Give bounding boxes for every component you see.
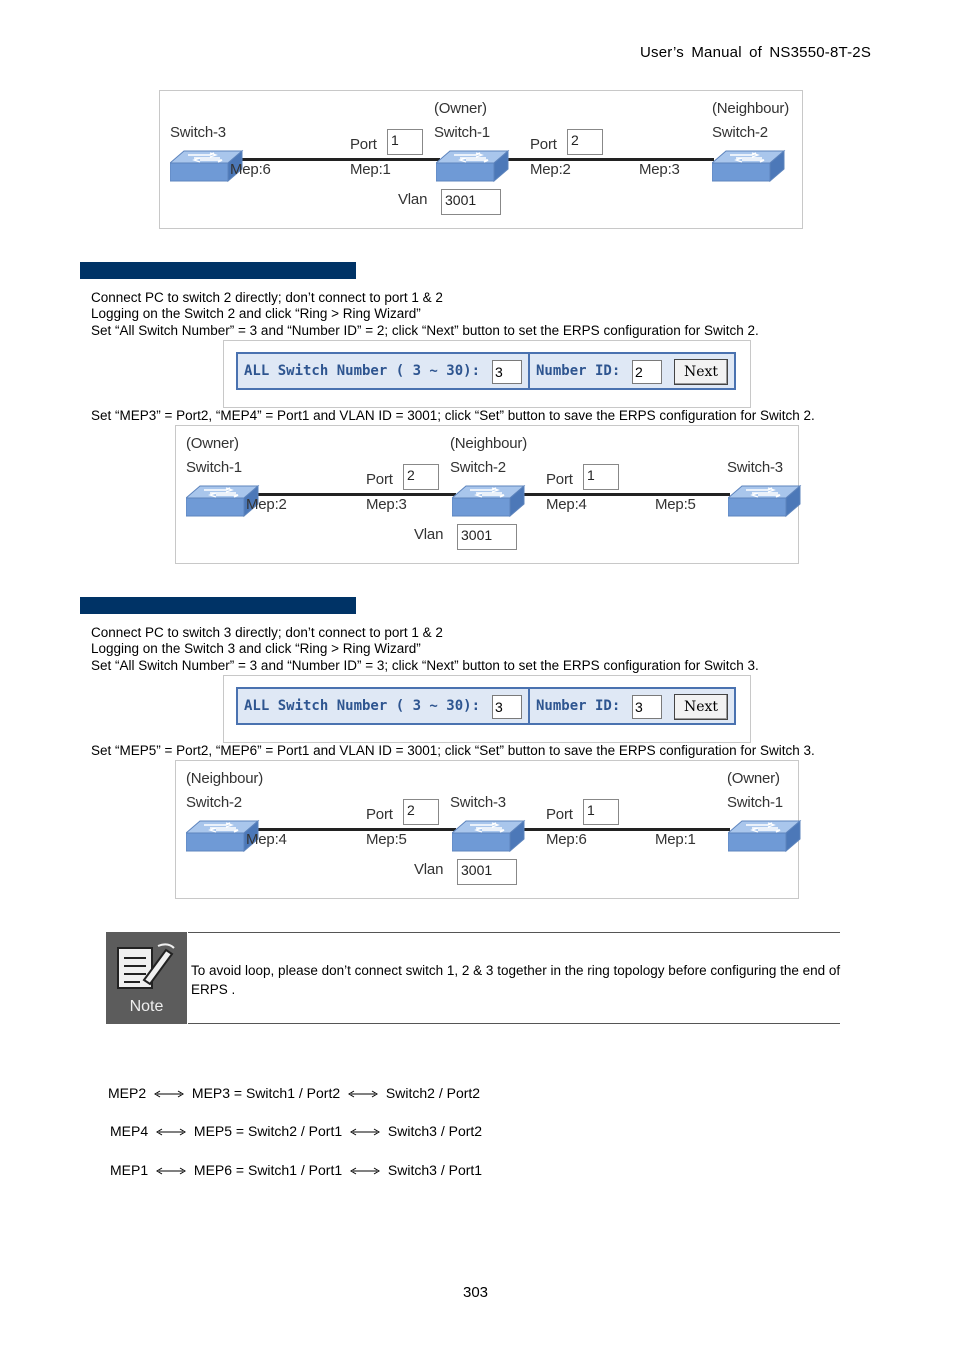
port-input-right[interactable]: 1	[583, 464, 619, 490]
note-icon-box	[106, 932, 187, 1024]
switch-icon	[728, 484, 802, 518]
ring-diagram-switch2	[175, 425, 799, 564]
mep-map-a: MEP1	[110, 1162, 149, 1178]
number-id-input[interactable]: 2	[632, 360, 662, 384]
switch-icon	[728, 819, 802, 853]
note-icon-label: Note	[129, 998, 164, 1015]
wizard-separator	[528, 689, 530, 723]
vlan-label: Vlan	[414, 861, 444, 878]
note-bottom-rule	[188, 1023, 840, 1024]
double-arrow-icon	[156, 1127, 186, 1137]
port-input-left[interactable]: 2	[403, 799, 439, 825]
instruction-line: Logging on the Switch 3 and click “Ring > Ring Wizard”	[91, 641, 421, 656]
instruction-line: Set “All Switch Number” = 3 and “Number ID” = 3; click “Next” button to set the ERPS configuration for Switch 3.	[91, 658, 759, 673]
notepad-icon	[114, 940, 180, 996]
mep-map-b: MEP3 = Switch1 / Port2	[191, 1085, 341, 1101]
right-switch-label: Switch-2	[712, 124, 768, 141]
port-input-right[interactable]: 2	[567, 129, 603, 155]
double-arrow-icon	[154, 1089, 184, 1099]
mep-map-c: Switch3 / Port1	[387, 1162, 483, 1178]
number-id-input[interactable]: 3	[632, 695, 662, 719]
mep-label: Mep:1	[655, 831, 696, 848]
left-switch-label: Switch-1	[186, 459, 242, 476]
left-role-label: (Neighbour)	[186, 770, 264, 787]
center-switch-label: Switch-2	[450, 459, 506, 476]
ring-wizard-panel	[223, 675, 751, 743]
double-arrow-icon	[348, 1089, 378, 1099]
instruction-line: Set “All Switch Number” = 3 and “Number ID” = 2; click “Next” button to set the ERPS configuration for Switch 2.	[91, 323, 759, 338]
mep-label: Mep:6	[230, 161, 271, 178]
page-number: 303	[463, 1284, 489, 1301]
mep-label: Mep:2	[530, 161, 571, 178]
right-switch-label: Switch-1	[727, 794, 783, 811]
double-arrow-icon	[156, 1166, 186, 1176]
left-role-label: (Owner)	[186, 435, 239, 452]
ring-wizard-form	[236, 352, 736, 390]
center-switch-label: Switch-3	[450, 794, 506, 811]
center-switch-label: Switch-1	[434, 124, 490, 141]
vlan-input[interactable]: 3001	[441, 189, 501, 215]
mep-label: Mep:4	[546, 496, 587, 513]
switch-icon	[452, 819, 526, 853]
next-button[interactable]: Next	[674, 694, 728, 720]
mep-label: Mep:5	[366, 831, 407, 848]
mep-label: Mep:4	[246, 831, 287, 848]
mep-map-row	[110, 1123, 482, 1139]
next-button[interactable]: Next	[674, 359, 728, 385]
ring-wizard-panel	[223, 340, 751, 408]
vlan-input[interactable]: 3001	[457, 859, 517, 885]
note-top-rule	[188, 932, 840, 933]
all-switch-number-label: ALL Switch Number ( 3 ~ 30):	[244, 363, 481, 379]
instruction-line: Connect PC to switch 3 directly; don’t connect to port 1 & 2	[91, 625, 443, 640]
port-label-right: Port	[546, 806, 573, 823]
port-label-left: Port	[366, 806, 393, 823]
ring-wizard-form	[236, 687, 736, 725]
section-bar-switch2	[80, 262, 356, 279]
double-arrow-icon	[350, 1166, 380, 1176]
instruction-line: Connect PC to switch 2 directly; don’t connect to port 1 & 2	[91, 290, 443, 305]
ring-diagram-switch1	[159, 90, 803, 229]
wizard-separator	[528, 354, 530, 388]
set-instruction: Set “MEP3” = Port2, “MEP4” = Port1 and VLAN ID = 3001; click “Set” button to save the ERPS configuration for Switch 2.	[91, 408, 815, 423]
set-instruction: Set “MEP5” = Port2, “MEP6” = Port1 and VLAN ID = 3001; click “Set” button to save the ERPS configuration for Switch 3.	[91, 743, 815, 758]
link-line-right	[508, 828, 730, 831]
vlan-input[interactable]: 3001	[457, 524, 517, 550]
vlan-label: Vlan	[398, 191, 428, 208]
mep-map-row	[110, 1162, 482, 1178]
switch-icon	[436, 149, 510, 183]
center-role-label: (Neighbour)	[450, 435, 528, 452]
section-bar-switch3	[80, 597, 356, 614]
port-label-right: Port	[530, 136, 557, 153]
mep-map-c: Switch2 / Port2	[385, 1085, 481, 1101]
number-id-label: Number ID:	[536, 363, 621, 379]
mep-map-row	[108, 1085, 480, 1101]
link-line-right	[508, 493, 730, 496]
port-label-left: Port	[350, 136, 377, 153]
note-text: To avoid loop, please don’t connect switch 1, 2 & 3 together in the ring topology before configuring the end of ERPS .	[191, 963, 841, 997]
right-switch-label: Switch-3	[727, 459, 783, 476]
port-label-right: Port	[546, 471, 573, 488]
mep-map-c: Switch3 / Port2	[387, 1123, 483, 1139]
ring-diagram-switch3	[175, 760, 799, 899]
center-role-label: (Owner)	[434, 100, 487, 117]
page-header: User’s Manual of NS3550-8T-2S	[640, 44, 872, 61]
mep-map-b: MEP5 = Switch2 / Port1	[193, 1123, 343, 1139]
right-role-label: (Neighbour)	[712, 100, 790, 117]
port-input-left[interactable]: 2	[403, 464, 439, 490]
port-input-right[interactable]: 1	[583, 799, 619, 825]
left-switch-label: Switch-2	[186, 794, 242, 811]
port-label-left: Port	[366, 471, 393, 488]
number-id-label: Number ID:	[536, 698, 621, 714]
mep-label: Mep:1	[350, 161, 391, 178]
double-arrow-icon	[350, 1127, 380, 1137]
vlan-label: Vlan	[414, 526, 444, 543]
all-switch-number-label: ALL Switch Number ( 3 ~ 30):	[244, 698, 481, 714]
switch-icon	[452, 484, 526, 518]
link-line-right	[492, 158, 714, 161]
all-switch-number-input[interactable]: 3	[492, 695, 522, 719]
right-role-label: (Owner)	[727, 770, 780, 787]
mep-label: Mep:6	[546, 831, 587, 848]
left-switch-label: Switch-3	[170, 124, 226, 141]
port-input-left[interactable]: 1	[387, 129, 423, 155]
mep-label: Mep:3	[366, 496, 407, 513]
switch-icon	[712, 149, 786, 183]
instruction-line: Logging on the Switch 2 and click “Ring > Ring Wizard”	[91, 306, 421, 321]
mep-map-a: MEP4	[110, 1123, 149, 1139]
mep-label: Mep:3	[639, 161, 680, 178]
mep-label: Mep:2	[246, 496, 287, 513]
all-switch-number-input[interactable]: 3	[492, 360, 522, 384]
mep-map-a: MEP2	[108, 1085, 147, 1101]
mep-label: Mep:5	[655, 496, 696, 513]
mep-map-b: MEP6 = Switch1 / Port1	[193, 1162, 343, 1178]
